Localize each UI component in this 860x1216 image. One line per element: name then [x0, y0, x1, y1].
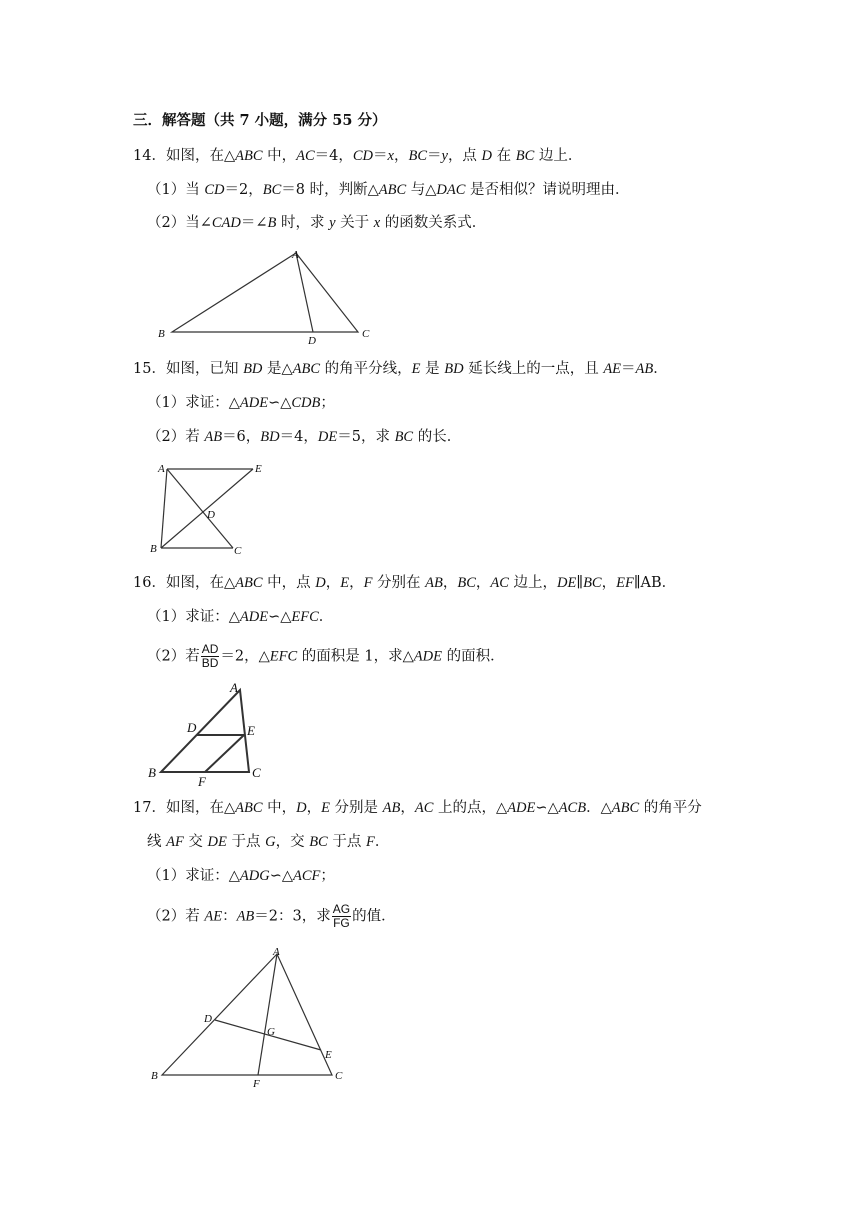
math-variable: EF [616, 575, 634, 591]
text-segment: ＝8 时，判断△ [281, 182, 379, 198]
text-segment: ∥ [633, 575, 641, 591]
text-segment: （1）当 [147, 182, 205, 198]
math-variable: F [363, 575, 373, 591]
q16-label-c: C [252, 765, 261, 780]
text-segment: ，交 [275, 834, 310, 850]
math-variable: BD [444, 361, 464, 377]
math-variable: D [315, 575, 326, 591]
math-variable: CD [352, 148, 374, 164]
q14-label-d: D [308, 335, 316, 347]
text-segment: ∽△ [268, 395, 292, 411]
text-segment: 是否相似？请说明理由． [465, 182, 630, 198]
math-variable: AE [204, 908, 223, 925]
math-variable: BC [394, 429, 414, 445]
q17-fraction-denominator: FG [333, 916, 350, 930]
q17-triangle-abc [162, 954, 332, 1075]
text-segment: ＝2，△ [220, 648, 270, 665]
text-segment: （2）若 [147, 429, 205, 445]
text-segment: 交 [183, 834, 208, 850]
text-segment: ∽△ [535, 800, 559, 816]
text-segment: ∽△ [268, 609, 292, 625]
q17-label-c: C [335, 1070, 343, 1082]
q17-stem-line2 [147, 832, 389, 852]
math-variable: AE [603, 361, 622, 377]
math-variable: ABC [235, 575, 263, 591]
math-variable: ADE [507, 800, 536, 816]
math-variable: ADE [413, 648, 442, 665]
math-variable: ABC [611, 800, 640, 816]
text-segment: 分别在 [372, 575, 426, 591]
text-segment: 的函数关系式． [380, 215, 487, 231]
text-segment: 边上， [508, 575, 558, 591]
text-segment: ＝ [373, 148, 388, 164]
q17-part2 [147, 903, 396, 930]
section-heading: 三．解答题（共 7 小题，满分 55 分） [133, 112, 387, 129]
q15-part2 [147, 427, 461, 447]
text-segment: 16．如图，在△ [133, 575, 236, 591]
text-segment: ， [400, 800, 415, 816]
math-variable: BC [262, 182, 282, 198]
text-segment: ＝4， [314, 148, 353, 164]
q17-label-g: G [267, 1026, 275, 1038]
text-segment: （2）若 [147, 908, 205, 925]
math-variable: y [329, 215, 336, 231]
math-variable: ADG [239, 868, 270, 884]
q14-segment-ad [296, 253, 313, 332]
text-segment: 的面积． [441, 648, 505, 665]
q17-label-e: E [325, 1049, 332, 1061]
text-segment: 上的点，△ [433, 800, 508, 816]
q17-label-b: B [151, 1070, 158, 1082]
q14-label-a: A [292, 249, 299, 261]
text-segment: 中， [262, 148, 297, 164]
q17-part1 [147, 866, 335, 886]
text-segment: 的角平分线， [320, 361, 412, 377]
text-segment: ． [374, 834, 390, 850]
math-variable: AB [635, 361, 654, 377]
text-segment: 的长． [413, 429, 462, 445]
q17-label-a: A [273, 946, 280, 958]
text-segment: （1）求证：△ [147, 395, 240, 411]
q15-segment-ab [161, 469, 167, 548]
math-variable: E [411, 361, 421, 377]
text-segment: 是△ [262, 361, 293, 377]
math-variable: ADE [239, 395, 269, 411]
q16-fraction-numerator: AD [201, 642, 219, 656]
q16-part1 [147, 607, 333, 627]
text-segment: ＝∠ [240, 215, 268, 231]
math-variable: DE [557, 575, 577, 591]
text-segment: 边上． [534, 148, 583, 164]
math-variable: CAD [211, 215, 241, 231]
math-variable: DAC [436, 182, 466, 198]
math-variable: BD [243, 361, 263, 377]
math-variable: DE [317, 429, 338, 445]
text-segment: ： [222, 908, 237, 925]
text-segment: ， [349, 575, 364, 591]
q17-part2-suffix: 的值． [352, 908, 396, 925]
text-segment: 14．如图，在△ [133, 148, 236, 164]
text-segment: （2）当∠ [147, 215, 212, 231]
text-segment: ， [306, 800, 322, 816]
text-segment: ＝ [427, 148, 442, 164]
math-variable: DE [207, 834, 227, 850]
text-segment: 是 [420, 361, 445, 377]
q15-label-e: E [255, 463, 262, 475]
q16-fraction [201, 643, 220, 670]
math-variable: ABC [235, 148, 263, 164]
text-segment: ． [661, 575, 677, 591]
math-variable: AB [425, 575, 443, 591]
math-variable: BC [408, 148, 427, 164]
text-segment: 15．如图，已知 [133, 361, 244, 377]
math-variable: CDB [291, 395, 321, 411]
q16-label-a: A [230, 680, 238, 695]
math-variable: D [481, 148, 493, 164]
q17-fraction-numerator: AG [332, 902, 351, 916]
math-variable: BD [260, 429, 280, 445]
text-segment: ＝ [621, 361, 636, 377]
text-segment: 中，点 [262, 575, 316, 591]
text-segment: ＝2：3，求 [254, 908, 331, 925]
q16-part2-rest [220, 649, 504, 665]
text-segment: ，点 [447, 148, 482, 164]
math-variable: BC [309, 834, 328, 850]
text-segment: ∽△ [269, 868, 294, 884]
math-variable: AB [236, 908, 255, 925]
text-segment: 关于 [335, 215, 374, 231]
text-segment: ＝5，求 [337, 429, 395, 445]
q16-label-b: B [148, 765, 156, 780]
q17-fraction [332, 903, 351, 930]
math-variable: BC [515, 148, 535, 164]
math-variable: ABC [378, 182, 407, 198]
math-variable: B [267, 215, 277, 231]
math-variable: ADE [239, 609, 269, 625]
math-variable: CD [204, 182, 225, 198]
text-segment: 在 [492, 148, 516, 164]
q16-fraction-denominator: BD [201, 656, 219, 670]
text-segment: 中， [262, 800, 297, 816]
q17-label-d: D [204, 1013, 212, 1025]
text-segment: ．△ [586, 800, 612, 816]
q15-label-c: C [234, 545, 242, 557]
text-segment: ， [325, 575, 341, 591]
q16-segment-ef [205, 735, 244, 772]
q17-part2-prefix [147, 909, 331, 925]
math-variable: ACB [558, 800, 587, 816]
text-segment: ， [442, 575, 458, 591]
text-segment: 于点 [226, 834, 266, 850]
q16-stem [133, 573, 676, 593]
text-segment: ∥ [576, 575, 584, 591]
math-variable: ABC [235, 800, 263, 816]
text-segment: ； [320, 868, 335, 884]
q14-triangle-abc [172, 253, 358, 332]
math-variable: E [321, 800, 330, 816]
q15-stem [133, 359, 668, 379]
text-segment: AB [640, 575, 662, 591]
text-segment: 与△ [406, 182, 437, 198]
math-variable: x [387, 148, 394, 164]
text-segment: （1）求证：△ [147, 868, 240, 884]
q15-label-b: B [150, 543, 157, 555]
q17-stem-line1 [133, 798, 702, 818]
q14-part1 [147, 180, 630, 200]
math-variable: F [365, 834, 375, 850]
q16-part2-prefix: （2）若 [147, 648, 200, 665]
q16-label-d: D [187, 720, 197, 735]
q16-label-e: E [247, 723, 255, 738]
math-variable: G [265, 834, 276, 850]
text-segment: ； [320, 395, 335, 411]
q15-label-d: D [207, 509, 215, 521]
math-variable: x [373, 215, 381, 231]
math-variable: ABC [292, 361, 321, 377]
q14-part2 [147, 213, 486, 233]
text-segment: ＝2， [224, 182, 263, 198]
math-variable: EFC [269, 648, 298, 665]
math-variable: EFC [291, 609, 319, 625]
math-variable: AB [204, 429, 223, 445]
q15-part1 [147, 393, 335, 413]
math-variable: BC [583, 575, 602, 591]
text-segment: ＝4， [279, 429, 318, 445]
text-segment: ， [475, 575, 491, 591]
q17-segment-af [258, 954, 277, 1075]
math-variable: AF [166, 834, 184, 850]
text-segment: （1）求证：△ [147, 609, 240, 625]
q15-figure [145, 460, 275, 560]
math-variable: AC [296, 148, 315, 164]
q15-label-a: A [158, 463, 165, 475]
text-segment: ． [653, 361, 668, 377]
text-segment: 17．如图，在△ [133, 800, 236, 816]
q16-label-f: F [198, 774, 206, 789]
q16-triangle-abc [161, 690, 249, 772]
q16-figure [145, 680, 275, 790]
text-segment: 的角平分 [639, 800, 702, 816]
q17-figure [145, 940, 365, 1090]
math-variable: BC [457, 575, 476, 591]
text-segment: 时，求 [276, 215, 330, 231]
q14-label-c: C [362, 328, 370, 340]
text-segment: 于点 [327, 834, 366, 850]
math-variable: AC [490, 575, 509, 591]
text-segment: 线 [147, 834, 167, 850]
text-segment: ． [318, 609, 334, 625]
q17-label-f: F [253, 1078, 260, 1090]
q16-part2 [147, 643, 505, 670]
math-variable: ACF [293, 868, 321, 884]
q14-label-b: B [158, 328, 165, 340]
text-segment: 的面积是 1，求△ [297, 648, 414, 665]
q14-stem [133, 146, 582, 166]
text-segment: 延长线上的一点，且 [463, 361, 604, 377]
text-segment: ＝6， [222, 429, 261, 445]
q15-segment-ac [167, 469, 233, 548]
math-variable: AC [414, 800, 434, 816]
math-variable: D [296, 800, 307, 816]
q14-figure [150, 244, 390, 354]
text-segment: ， [601, 575, 617, 591]
math-variable: AB [382, 800, 401, 816]
text-segment: 分别是 [329, 800, 383, 816]
text-segment: ， [393, 148, 409, 164]
math-variable: E [340, 575, 350, 591]
math-variable: y [441, 148, 448, 164]
